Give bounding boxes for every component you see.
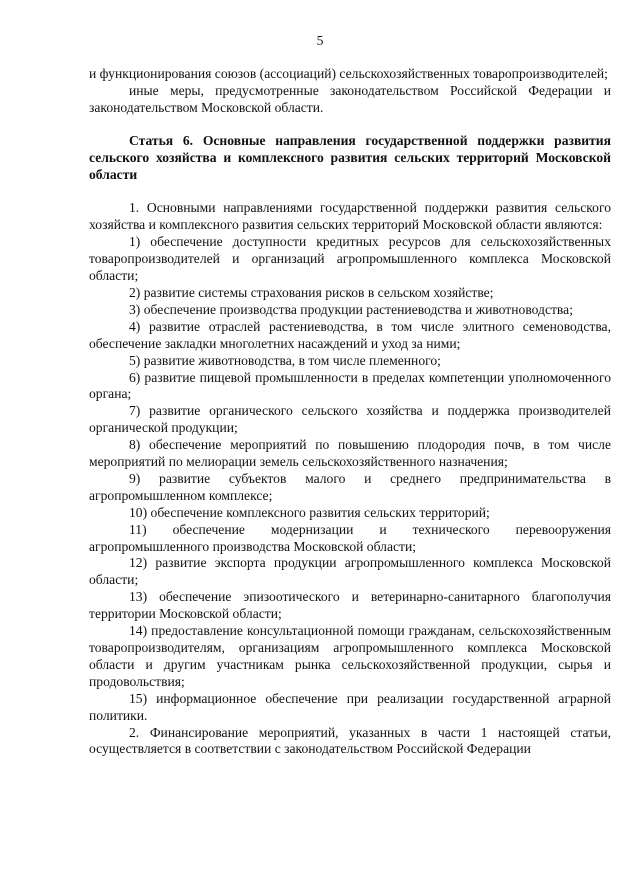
- list-item-13: 13) обеспечение эпизоотического и ветеринарно-санитарного благополучия территории Московской области;: [89, 589, 611, 622]
- intro-paragraph-1: и функционирования союзов (ассоциаций) сельскохозяйственных товаропроизводителей;: [89, 66, 608, 81]
- list-item-9: 9) развитие субъектов малого и среднего предпринимательства в агропромышленном комплексе;: [89, 470, 611, 503]
- list-item-5: 5) развитие животноводства, в том числе племенного;: [129, 352, 441, 368]
- list-item-14: 14) предоставление консультационной помощи гражданам, сельскохозяйственным товаропроизводителям, организациям агропромышленного комплекса Московской области и другим участникам рынка сельскохозяйственной продукции, сырья и продовольствия;: [89, 623, 611, 689]
- article-heading: Статья 6. Основные направления государственной поддержки развития сельского хозяйства и комплексного развития сельских территорий Московской области: [89, 132, 611, 182]
- list-item-15: 15) информационное обеспечение при реализации государственной аграрной политики.: [89, 690, 611, 723]
- intro-paragraph-2: иные меры, предусмотренные законодательством Российской Федерации и законодательством Московской области.: [89, 82, 611, 115]
- part-1-intro: 1. Основными направлениями государственной поддержки развития сельского хозяйства и комплексного развития сельских территорий Московской области являются:: [89, 200, 611, 233]
- list-item-2: 2) развитие системы страхования рисков в сельском хозяйстве;: [129, 284, 494, 300]
- list-item-6: 6) развитие пищевой промышленности в пределах компетенции уполномоченного органа;: [89, 369, 611, 402]
- list-item-4: 4) развитие отраслей растениеводства, в том числе элитного семеноводства, обеспечение закладки многолетних насаждений и уход за ними;: [89, 318, 611, 351]
- part-2-paragraph: 2. Финансирование мероприятий, указанных в части 1 настоящей статьи, осуществляется в соответствии с законодательством Российской Федерации: [89, 724, 611, 757]
- list-item-11: 11) обеспечение модернизации и технического перевооружения агропромышленного производства Московской области;: [89, 521, 611, 554]
- list-item-7: 7) развитие органического сельского хозяйства и поддержка производителей органической продукции;: [89, 403, 611, 436]
- document-body: [89, 66, 611, 758]
- list-item-1: 1) обеспечение доступности кредитных ресурсов для сельскохозяйственных товаропроизводителей и организаций агропромышленного комплекса Московской области;: [89, 234, 611, 284]
- list-item-12: 12) развитие экспорта продукции агропромышленного комплекса Московской области;: [89, 555, 611, 588]
- list-item-8: 8) обеспечение мероприятий по повышению плодородия почв, в том числе мероприятий по мелиорации земель сельскохозяйственного назначения;: [89, 437, 611, 470]
- page-number: 5: [316, 33, 324, 48]
- support-directions-list: [89, 234, 611, 724]
- list-item-3: 3) обеспечение производства продукции растениеводства и животноводства;: [129, 301, 573, 317]
- list-item-10: 10) обеспечение комплексного развития сельских территорий;: [129, 504, 490, 520]
